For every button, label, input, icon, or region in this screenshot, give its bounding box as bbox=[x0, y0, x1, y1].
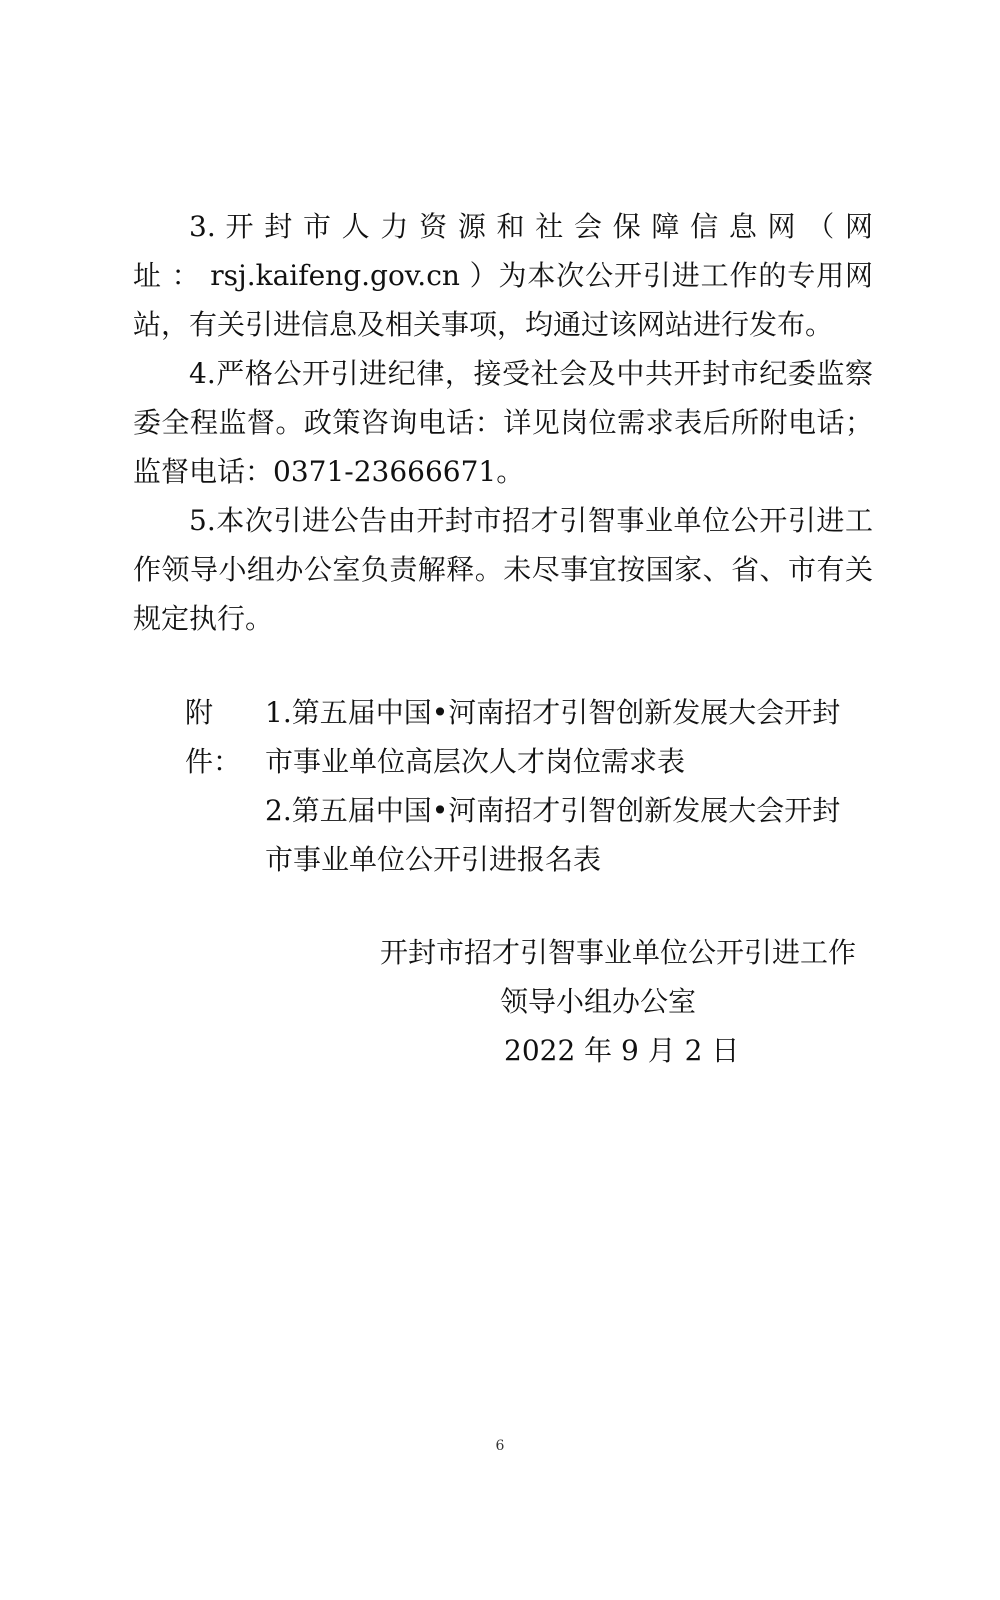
document-body bbox=[133, 202, 873, 643]
attachment-item: 1.第五届中国•河南招才引智创新发展大会开封市事业单位高层次人才岗位需求表 bbox=[265, 696, 841, 778]
attachment-item: 2.第五届中国•河南招才引智创新发展大会开封市事业单位公开引进报名表 bbox=[265, 794, 841, 876]
signature-office: 领导小组办公室 bbox=[500, 985, 697, 1018]
signature-block bbox=[380, 928, 857, 1075]
paragraph-interpretation: 5.本次引进公告由开封市招才引智事业单位公开引进工作领导小组办公室负责解释。未尽事宜按国家、省、市有关规定执行。 bbox=[133, 504, 873, 635]
signature-organization: 开封市招才引智事业单位公开引进工作 bbox=[380, 936, 857, 969]
attachments-label: 附件： bbox=[185, 696, 242, 778]
paragraph-website: 3. 开 封 市 人 力 资 源 和 社 会 保 障 信 息 网 （ 网 址 ： rsj.kaifeng.gov.cn ）为本次公开引进工作的专用网站，有关引进信息及相关事项，均通过该网站进行发布。 bbox=[133, 210, 873, 341]
signature-date: 2022 年 9 月 2 日 bbox=[504, 1034, 740, 1067]
page-number: 6 bbox=[495, 1438, 505, 1454]
paragraph-discipline: 4.严格公开引进纪律，接受社会及中共开封市纪委监察委全程监督。政策咨询电话：详见岗位需求表后所附电话；监督电话：0371-23666671。 bbox=[133, 357, 873, 488]
attachments-list bbox=[265, 688, 865, 884]
attachments-section bbox=[185, 688, 885, 884]
